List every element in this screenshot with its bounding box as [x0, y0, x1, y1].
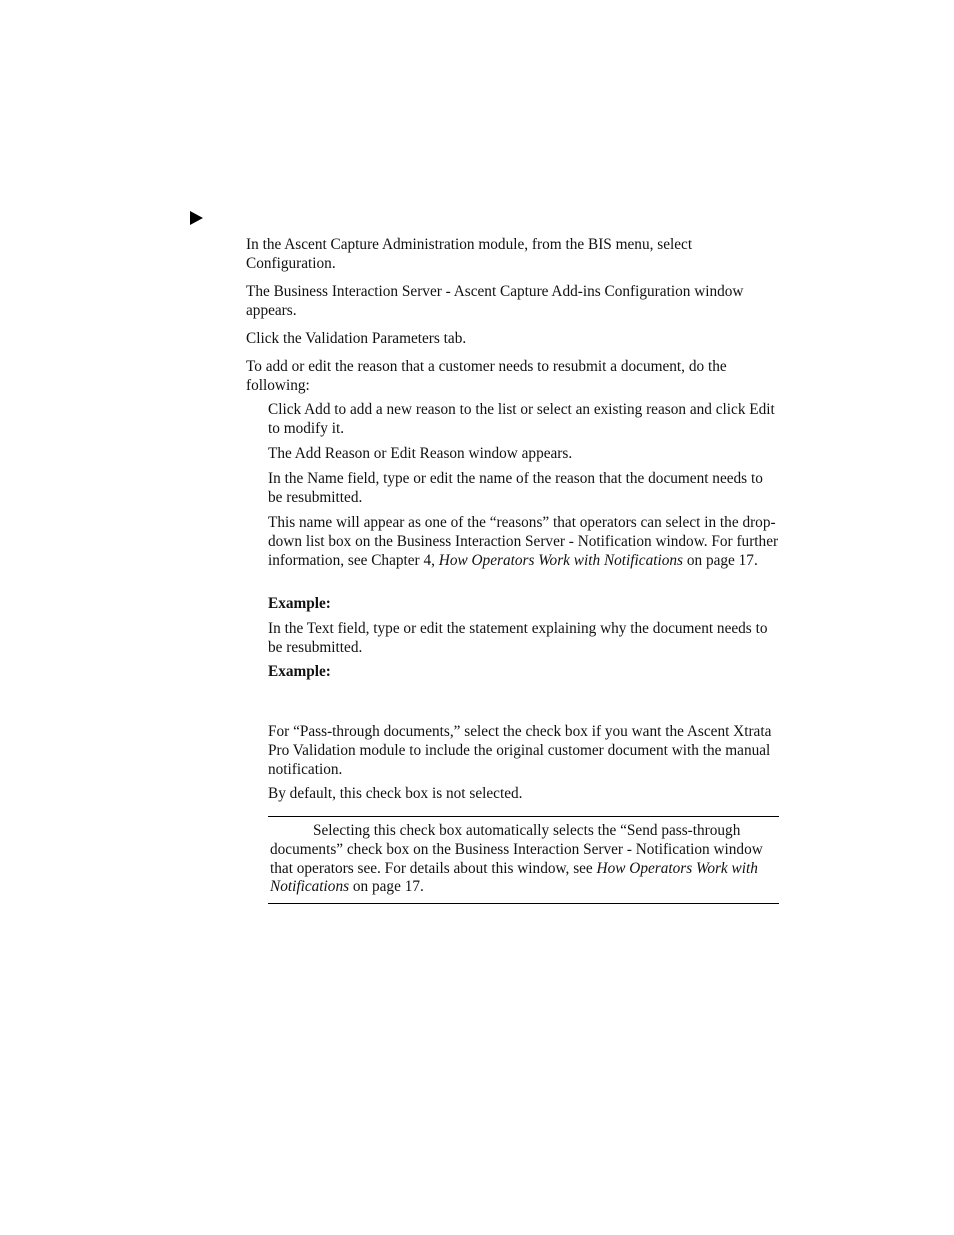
note-text-page: on page 17.	[349, 878, 424, 896]
note-cross-reference-link[interactable]: How Operators Work with Notifications	[270, 859, 758, 896]
substep-c: In the Text field, type or edit the statement explaining why the document needs to be resubmitted.	[268, 620, 768, 656]
substep-d: For “Pass-through documents,” select the check box if you want the Ascent Xtrata Pro Validation module to include the original customer document with the manual notification.	[268, 723, 772, 778]
substep-b-info-text: This name will appear as one of the “reasons” that operators can select in the drop-down list box on the Business Interaction Server - Notification window. For further information, see Chapter 4,	[268, 514, 779, 569]
example-label-2: Example:	[268, 663, 331, 680]
note-box	[268, 816, 779, 904]
step-2: Click the Validation Parameters tab.	[246, 330, 467, 347]
note-text	[270, 822, 776, 897]
step-1: In the Ascent Capture Administration module, from the BIS menu, select Configuration.	[246, 236, 693, 272]
cross-reference-link[interactable]: How Operators Work with Notifications	[438, 551, 683, 569]
example-label-1: Example:	[268, 595, 331, 612]
substep-a: Click Add to add a new reason to the list or select an existing reason and click Edit to modify it.	[268, 401, 775, 437]
substep-a-result: The Add Reason or Edit Reason window appears.	[268, 445, 573, 462]
procedure-arrow-icon	[190, 211, 203, 225]
step-3: To add or edit the reason that a customer needs to resubmit a document, do the following:	[246, 358, 727, 394]
substep-d-default: By default, this check box is not selected.	[268, 785, 523, 802]
substep-b: In the Name field, type or edit the name of the reason that the document needs to be resubmitted.	[268, 470, 763, 506]
substep-b-info	[268, 514, 780, 570]
step-1-result: The Business Interaction Server - Ascent Capture Add-ins Configuration window appears.	[246, 283, 744, 319]
substep-b-info-page: on page 17.	[683, 551, 758, 569]
note-text-body: Selecting this check box automatically selects the “Send pass-through documents” check box on the Business Interaction Server - Notification window that operators see. For details about this window, see	[270, 822, 763, 877]
